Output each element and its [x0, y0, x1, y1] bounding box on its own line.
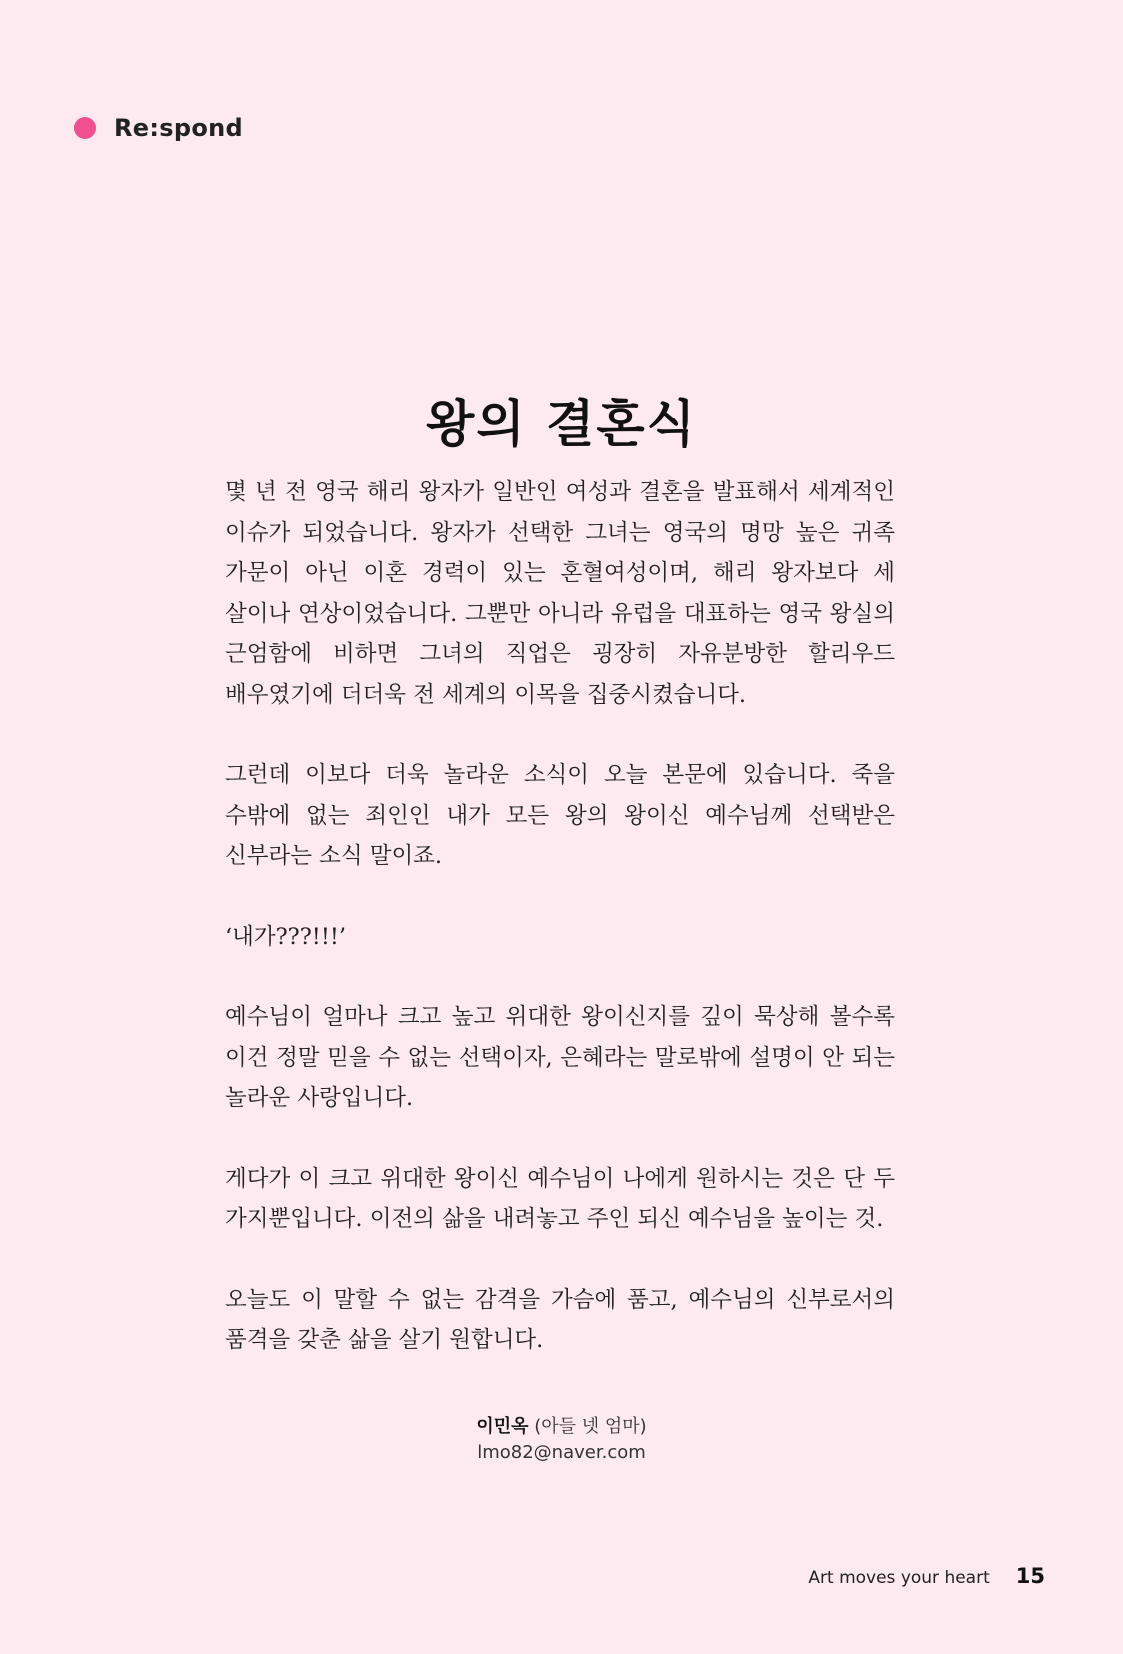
author-email: lmo82@naver.com — [477, 1442, 646, 1463]
article-paragraph: 몇 년 전 영국 해리 왕자가 일반인 여성과 결혼을 발표해서 세계적인 이슈가 되었습니다. 왕자가 선택한 그녀는 영국의 명망 높은 귀족 가문이 아닌 이혼 경력이 있는 혼혈여성이며, 해리 왕자보다 세 살이나 연상이었습니다. 그뿐만 아니라 유럽을 대표하는 영국 왕실의 근엄함에 비하면 그녀의 직업은 굉장히 자유분방한 할리우드 배우였기에 더더욱 전 세계의 이목을 집중시켰습니다. — [225, 479, 895, 708]
page-footer — [808, 1564, 1045, 1588]
footer-tagline: Art moves your heart — [808, 1568, 990, 1588]
author-byline — [0, 1414, 1123, 1466]
article-paragraph: 그런데 이보다 더욱 놀라운 소식이 오늘 본문에 있습니다. 죽을 수밖에 없는 죄인인 내가 모든 왕의 왕이신 예수님께 선택받은 신부라는 소식 말이죠. — [225, 762, 895, 869]
section-tag — [74, 114, 243, 142]
article-paragraph: 예수님이 얼마나 크고 높고 위대한 왕이신지를 깊이 묵상해 볼수록 이건 정말 믿을 수 없는 선택이자, 은혜라는 말로밖에 설명이 안 되는 놀라운 사랑입니다. — [225, 1004, 895, 1111]
article-paragraph: 게다가 이 크고 위대한 왕이신 예수님이 나에게 원하시는 것은 단 두 가지뿐입니다. 이전의 삶을 내려놓고 주인 되신 예수님을 높이는 것. — [225, 1165, 895, 1232]
page-number: 15 — [1015, 1564, 1045, 1588]
section-label: Re:spond — [114, 114, 243, 142]
article-paragraph: ‘내가???!!!’ — [225, 923, 347, 950]
author-description: (아들 넷 엄마) — [534, 1416, 647, 1437]
article-body — [225, 472, 895, 1401]
article-paragraph: 오늘도 이 말할 수 없는 감격을 가슴에 품고, 예수님의 신부로서의 품격을 갖춘 삶을 살기 원합니다. — [225, 1286, 895, 1353]
author-name: 이민옥 — [476, 1416, 529, 1437]
article-title: 왕의 결혼식 — [426, 393, 697, 453]
pink-dot-icon — [74, 117, 96, 139]
